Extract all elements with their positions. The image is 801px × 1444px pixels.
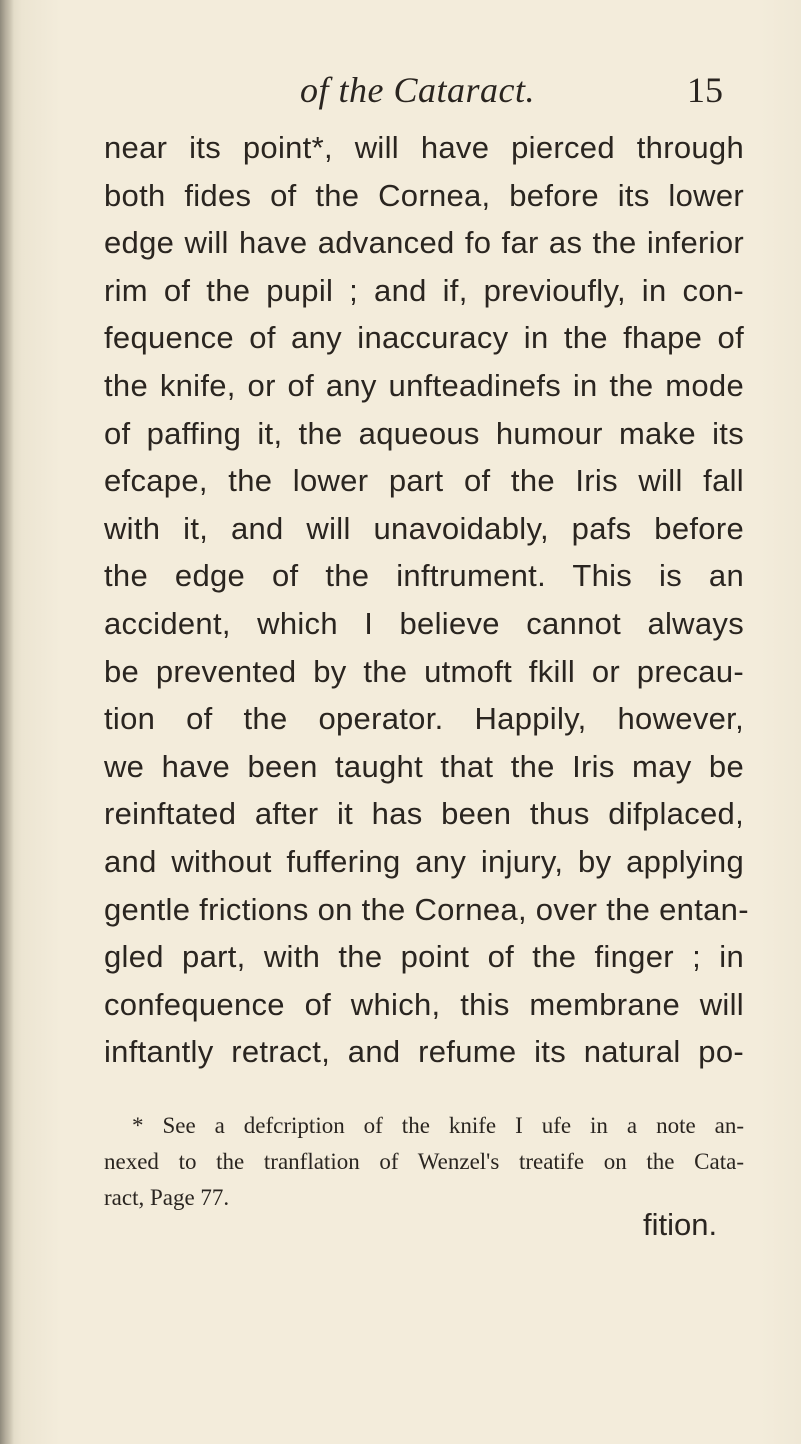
page-gutter-shadow <box>0 0 14 1444</box>
text-line: of paffing it, the aqueous humour make its <box>104 415 744 451</box>
text-line: and without fuffering any injury, by applying <box>104 843 744 879</box>
text-line: efcape, the lower part of the Iris will fall <box>104 463 744 499</box>
text-line: we have been taught that the Iris may be <box>104 748 744 784</box>
text-line: confequence of which, this membrane will <box>104 986 744 1022</box>
page-number: 15 <box>687 70 723 110</box>
page-header <box>0 66 801 116</box>
text-line: rim of the pupil ; and if, previoufly, in con- <box>104 272 744 308</box>
text-line: with it, and will unavoidably, pafs before <box>104 510 744 546</box>
text-line: the edge of the inftrument. This is an <box>104 558 744 594</box>
text-line: reinftated after it has been thus difplaced, <box>104 796 744 832</box>
text-line: inftantly retract, and refume its natural po- <box>104 1034 744 1070</box>
footnote-line: nexed to the tranflation of Wenzel's treatife on the Cata- <box>104 1149 744 1174</box>
text-line: tion of the operator. Happily, however, <box>104 701 744 737</box>
text-line: gentle frictions on the Cornea, over the entan- <box>104 891 749 927</box>
text-line: be prevented by the utmoft fkill or precau- <box>104 653 744 689</box>
text-line: gled part, with the point of the finger ; in <box>104 939 744 975</box>
catchword: fition. <box>643 1207 718 1242</box>
footnote <box>104 1108 744 1216</box>
text-line: the knife, or of any unfteadinefs in the mode <box>104 367 744 403</box>
body-text <box>104 124 749 1076</box>
text-line: near its point*, will have pierced through <box>104 130 744 165</box>
text-line: edge will have advanced fo far as the inferior <box>104 225 744 261</box>
text-line: fequence of any inaccuracy in the fhape of <box>104 320 744 356</box>
text-line: accident, which I believe cannot always <box>104 605 744 641</box>
footnote-line: ract, Page 77. <box>104 1185 230 1210</box>
running-title: of the Cataract. <box>300 70 535 110</box>
text-line: both fides of the Cornea, before its lower <box>104 177 744 213</box>
footnote-line: * See a defcription of the knife I ufe in a note an- <box>132 1113 744 1138</box>
